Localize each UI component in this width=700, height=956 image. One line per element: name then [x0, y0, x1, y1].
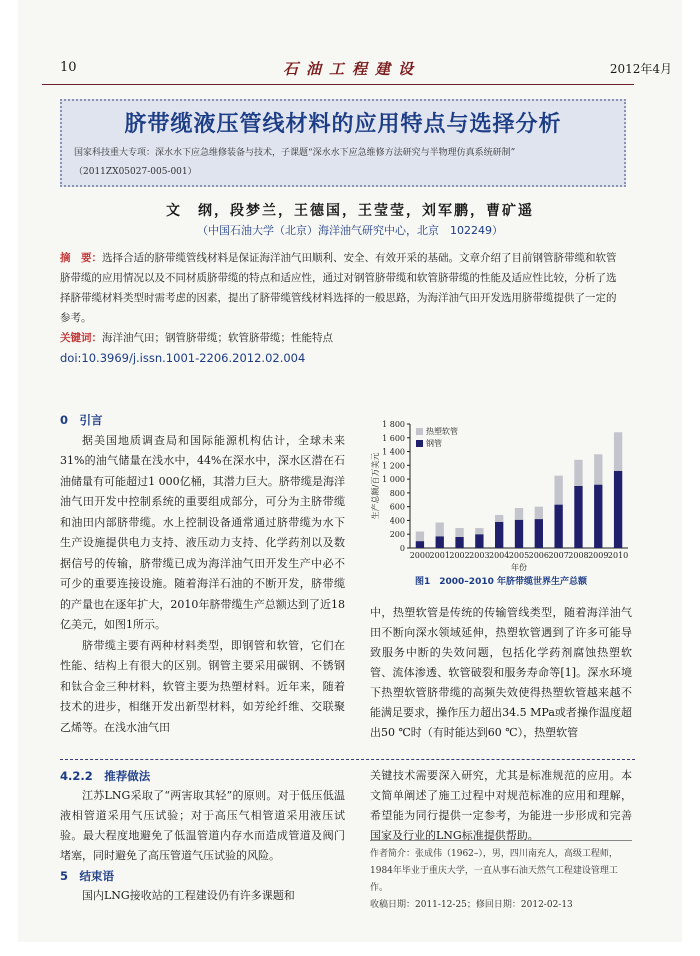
received-dates: 收稿日期：2011-12-25；修回日期：2012-02-13	[370, 900, 573, 910]
x-tick-label: 2002	[449, 551, 470, 560]
y-tick-label: 1 000	[382, 475, 405, 485]
bar-thermoplastic	[554, 476, 562, 505]
keywords-text: 海洋油气田；钢管脐带缆；软管脐带缆；性能特点	[102, 332, 333, 344]
bar-thermoplastic	[495, 515, 503, 522]
right-column-lower: 关键技术需要深入研究，尤其是标准规范的应用。本文简单阐述了施工过程中对规范标准的应用和理解，希望能为同行提供一定参考，为能进一步形成和完善国家及行业的LNG标准提供帮助。	[370, 769, 632, 842]
section-divider	[60, 759, 635, 760]
bar-thermoplastic	[436, 523, 444, 537]
bar-chart	[370, 418, 632, 573]
paper-title: 脐带缆液压管线材料的应用特点与选择分析	[124, 112, 562, 137]
bar-steel	[515, 520, 523, 548]
bar-steel	[495, 522, 503, 548]
page-number: 10	[60, 60, 77, 75]
y-tick-label: 1 400	[382, 447, 405, 457]
bar-thermoplastic	[475, 528, 483, 534]
author-bio: 作者简介：张成伟（1962–），男，四川南充人，高级工程师，1984年毕业于重庆大学，一直从事石油天然气工程建设管理工作。	[370, 849, 618, 893]
abstract-text: 选择合适的脐带缆管线材料是保证海洋油气田顺利、安全、有效开采的基础。文章介绍了目前钢管脐带缆和软管脐带缆的应用情况以及不同材质脐带缆的特点和适应性，通过对钢管脐带缆和软管脐带缆的性能及适应性比较，分析了选择脐带缆材料类型时需考虑的因素，提出了脐带缆管线材料选择的一般思路，为海洋油气田开发选用脐带缆提供了一定的参考。	[60, 252, 617, 324]
x-tick-label: 2003	[469, 551, 490, 560]
affiliation: （中国石油大学（北京）海洋油气研究中心，北京 102249）	[197, 224, 503, 237]
bar-thermoplastic	[455, 528, 463, 537]
section-heading: 0 引言	[60, 413, 103, 427]
subsection-heading: 4.2.2 推荐做法	[60, 769, 151, 783]
y-tick-label: 800	[389, 488, 405, 498]
footnote-rule	[370, 840, 632, 841]
x-tick-label: 2005	[508, 551, 530, 560]
bar-thermoplastic	[535, 507, 543, 519]
paragraph: 江苏LNG采取了“两害取其轻”的原则。对于低压低温液相管道采用气压试验；对于高压气相管道采用液压试验。最大程度地避免了低温管道内存水而造成管道及阀门堵塞，同时避免了高压管道气压试验的风险。	[60, 789, 345, 862]
x-axis-label: 年份	[511, 563, 527, 572]
header-rule	[42, 84, 634, 85]
abstract-label: 摘 要：	[60, 252, 102, 264]
right-column-paragraph: 中，热塑软管是传统的传输管线类型，随着海洋油气田不断向深水领域延伸，热塑软管遇到了许多可能导致服务中断的失效问题，包括化学药剂腐蚀热塑软管、流体渗透、软管破裂和服务寿命等[1]。深水环境下热塑软管脐带缆的高频失效使得热塑软管越来越不能满足要求，操作压力超出34.5 MPa或者操作温度超出50 ℃时（有时能达到60 ℃），热塑软管	[370, 606, 632, 739]
y-tick-label: 200	[389, 530, 405, 540]
bar-steel	[535, 519, 543, 548]
abstract	[60, 248, 626, 328]
x-tick-label: 2004	[489, 551, 510, 560]
x-tick-label: 2007	[548, 551, 569, 560]
legend-label: 热塑软管	[426, 427, 458, 436]
keywords	[60, 330, 333, 345]
bar-thermoplastic	[515, 508, 523, 520]
bar-steel	[475, 534, 483, 548]
bar-thermoplastic	[574, 460, 582, 486]
bar-steel	[416, 541, 424, 548]
y-tick-label: 1 600	[382, 433, 405, 443]
bar-thermoplastic	[614, 432, 622, 471]
bar-steel	[594, 485, 602, 548]
paragraph: 据美国地质调查局和国际能源机构估计，全球未来31%的油气储量在浅水中，44%在深水中，深水区潜在石油储量有可能超过1 000亿桶，其潜力巨大。脐带缆是海洋油气田开发中控制系统的重要组成部分，可分为主脐带缆和油田内部脐带缆。水上控制设备通常通过脐带缆为水下生产设施提供电力支持、液压动力支持、化学药剂以及数据信号的传输，脐带缆已成为海洋油气田开发生产中必不可少的重要连接设施。随着海洋石油的不断开发，脐带缆的产量也在逐年扩大，2010年脐带缆生产总额达到了近18亿美元，如图1所示。	[60, 433, 345, 631]
paragraph: 国内LNG接收站的工程建设仍有许多课题和	[82, 889, 295, 902]
doi: doi:10.3969/j.issn.1001-2206.2012.02.004	[60, 351, 306, 365]
funding-code: （2011ZX05027-005-001）	[74, 167, 197, 177]
x-tick-label: 2000	[409, 551, 431, 560]
y-tick-label: 0	[399, 544, 405, 553]
x-tick-label: 2009	[588, 551, 609, 560]
x-tick-label: 2001	[429, 551, 450, 560]
bar-thermoplastic	[416, 531, 424, 541]
y-axis-label: 生产总额/百万美元	[371, 452, 380, 520]
legend-label: 钢管	[426, 439, 442, 448]
paragraph: 脐带缆主要有两种材料类型，即钢管和软管，它们在性能、结构上有很大的区别。钢管主要采用碳钢、不锈钢和钛合金三种材料，软管主要为热塑材料。近年来，随着技术的进步，相继开发出新型材料，如芳纶纤维、交联聚乙烯等。在浅水油气田	[60, 638, 345, 734]
legend-swatch	[416, 440, 423, 447]
y-tick-label: 600	[389, 502, 405, 512]
bar-steel	[436, 536, 444, 548]
y-tick-label: 400	[389, 516, 405, 526]
issue-date: 2012年4月	[609, 62, 672, 76]
left-column	[60, 410, 345, 738]
x-tick-label: 2006	[528, 551, 549, 560]
journal-name: 石油工程建设	[283, 60, 422, 78]
title-box	[60, 99, 626, 187]
legend-swatch	[416, 428, 423, 435]
x-tick-label: 2010	[607, 551, 629, 560]
left-column-lower	[60, 766, 345, 906]
y-tick-label: 1 200	[382, 461, 405, 471]
bar-steel	[574, 486, 582, 548]
author-list: 文 纲，段梦兰，王德国，王莹莹，刘军鹏，曹矿遥	[166, 203, 534, 219]
x-tick-label: 2008	[568, 551, 589, 560]
funding-line: 国家科技重大专项：深水水下应急维修装备与技术，子课题“深水水下应急维修方法研究与半物理仿真系统研制”	[74, 148, 516, 158]
keywords-label: 关键词：	[60, 332, 102, 344]
bar-steel	[455, 537, 463, 548]
y-tick-label: 1 800	[382, 420, 405, 429]
author-note	[370, 846, 632, 914]
bar-steel	[614, 471, 622, 548]
bar-steel	[554, 505, 562, 548]
section-heading: 5 结束语	[60, 869, 115, 883]
figure-caption: 图1 2000–2010 年脐带缆世界生产总额	[415, 577, 587, 587]
bar-thermoplastic	[594, 454, 602, 484]
